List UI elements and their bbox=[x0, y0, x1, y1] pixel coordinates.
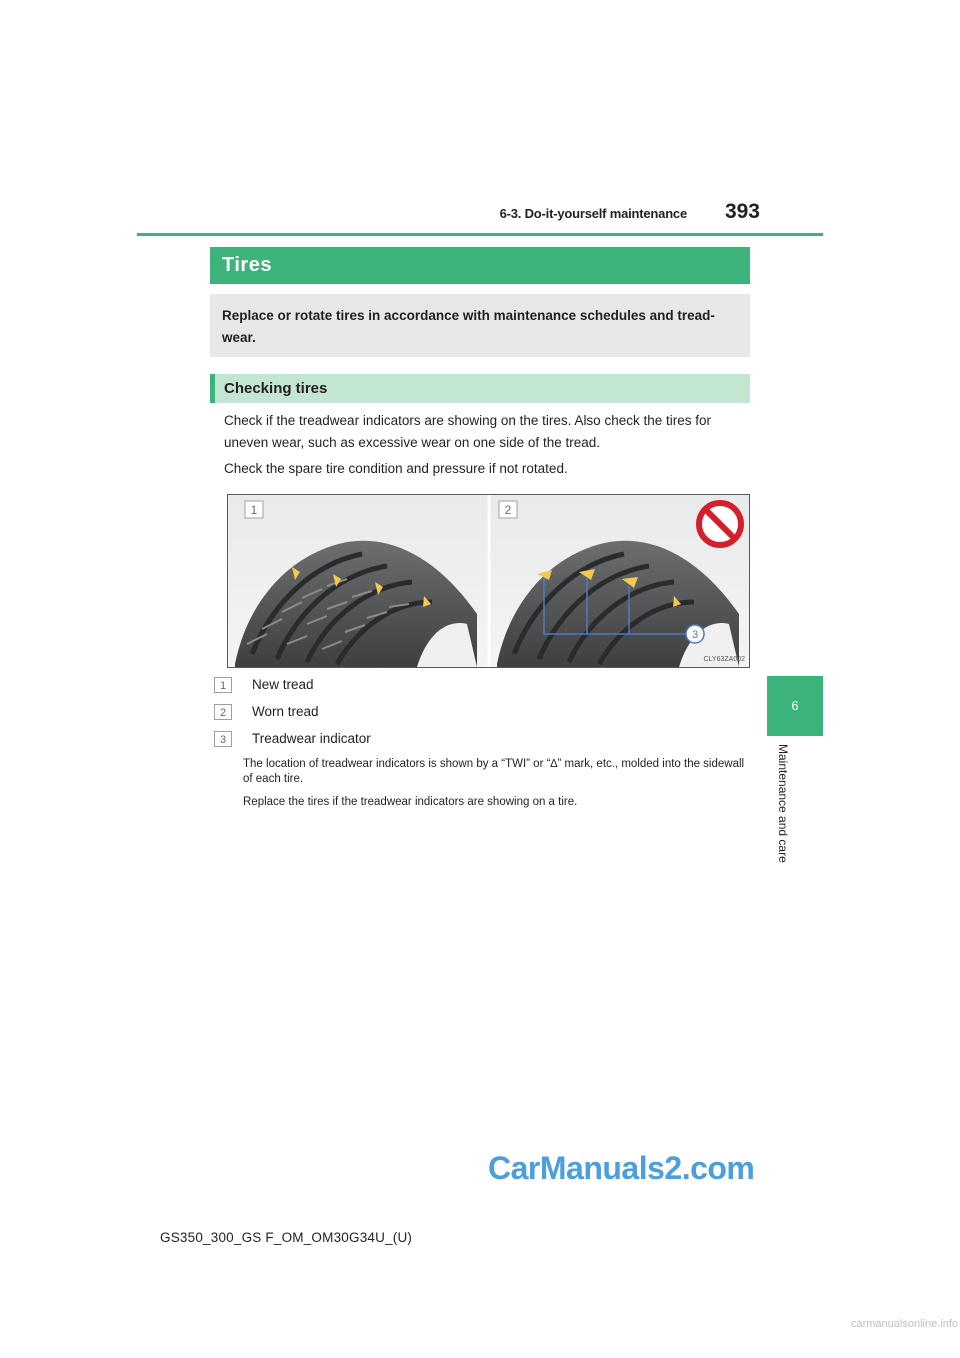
callout-2 bbox=[499, 501, 517, 518]
callout-1-label: 1 bbox=[250, 503, 258, 517]
paragraph-2: Check the spare tire condition and pressure if not rotated. bbox=[224, 461, 568, 476]
paragraph-1: Check if the treadwear indicators are showing on the tires. Also check the tires for uneven wear, such as excessive wear on one side of the tread. bbox=[224, 413, 711, 450]
figure-code: CLY63ZA002 bbox=[703, 656, 745, 663]
watermark-bottom: carmanualsonline.info bbox=[850, 1318, 958, 1330]
legend-item bbox=[214, 703, 319, 721]
legend-number: 1 bbox=[214, 677, 232, 693]
watermark-logo: CarManuals2.com bbox=[488, 1150, 755, 1186]
note-1: The location of treadwear indicators is shown by a “TWI” or “∆” mark, etc., molded into the sidewall of each tire. bbox=[243, 758, 745, 785]
legend-label: Treadwear indicator bbox=[252, 731, 371, 746]
subsection-heading: Checking tires bbox=[210, 374, 750, 403]
callout-3-label: 3 bbox=[691, 629, 699, 641]
legend-item bbox=[214, 730, 371, 748]
note-2: Replace the tires if the treadwear indicators are showing on a tire. bbox=[243, 796, 578, 808]
header-section-title: 6-3. Do-it-yourself maintenance bbox=[499, 206, 687, 221]
callout-2-label: 2 bbox=[504, 503, 512, 517]
legend-item bbox=[214, 676, 314, 694]
legend-label: Worn tread bbox=[252, 704, 319, 719]
page-number: 393 bbox=[724, 200, 760, 223]
callout-1 bbox=[245, 501, 263, 518]
page-title: Tires bbox=[210, 247, 750, 284]
tire-illustration bbox=[227, 494, 750, 668]
footer-doc-id: GS350_300_GS F_OM_OM30G34U_(U) bbox=[160, 1230, 413, 1245]
legend-number: 3 bbox=[214, 731, 232, 747]
intro-box: Replace or rotate tires in accordance with maintenance schedules and tread-wear. bbox=[210, 294, 750, 357]
chapter-number: 6 bbox=[791, 698, 799, 713]
chapter-label: Maintenance and care bbox=[776, 744, 790, 863]
legend-label: New tread bbox=[252, 677, 314, 692]
legend-number: 2 bbox=[214, 704, 232, 720]
header-rule bbox=[137, 233, 823, 236]
no-symbol-icon bbox=[699, 503, 741, 545]
callout-3 bbox=[686, 625, 704, 643]
chapter-tab bbox=[767, 676, 823, 736]
